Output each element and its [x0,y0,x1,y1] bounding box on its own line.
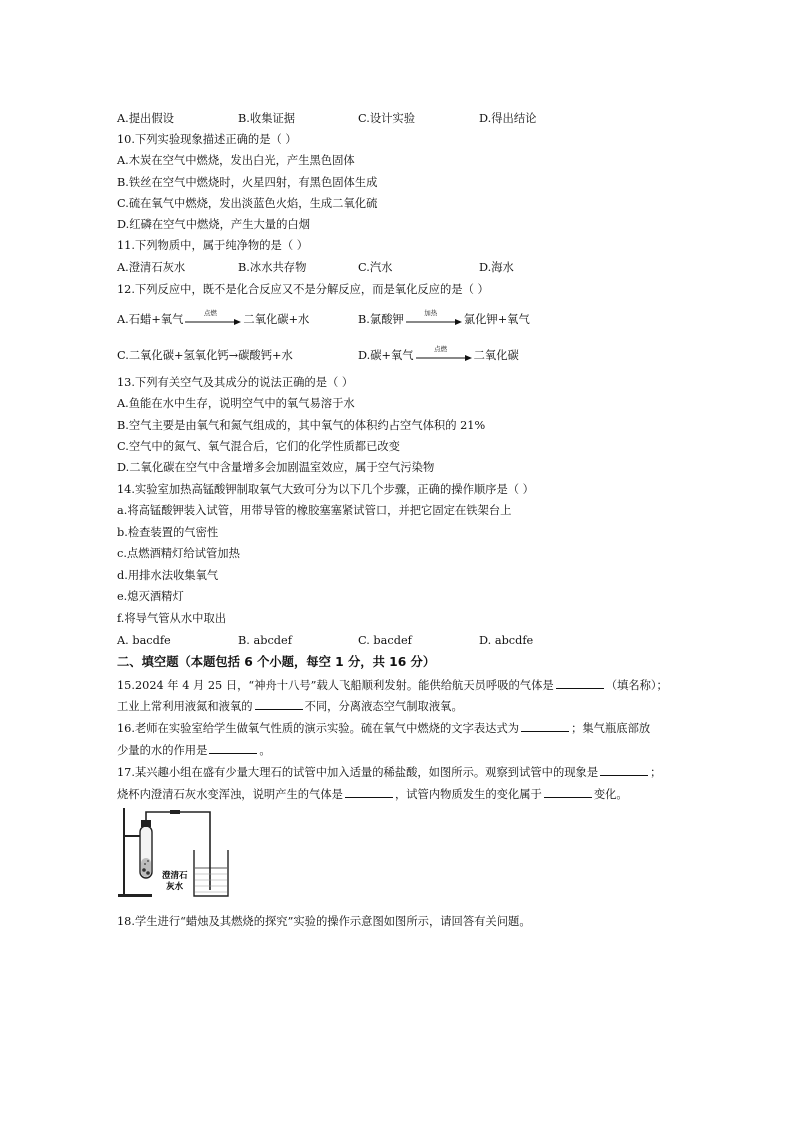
q15-line-1 [117,677,668,693]
answer-blank[interactable] [544,786,592,798]
q14-option-b: B. abcdef [238,634,292,647]
q11-option-a: A.澄清石灰水 [117,261,186,274]
section-heading: 二、填空题（本题包括 6 个小题，每空 1 分，共 16 分） [117,655,436,669]
q10-option-d: D.红磷在空气中燃烧，产生大量的白烟 [117,218,310,231]
q15-line-2 [117,698,463,714]
answer-blank[interactable] [209,742,257,754]
q12-d-reactants: D.碳+氧气 [358,349,414,362]
q14-step-f: f.将导气管从水中取出 [117,612,227,625]
reaction-arrow-icon [416,345,472,363]
q14-step-c: c.点燃酒精灯给试管加热 [117,547,240,560]
q13-stem: 13.下列有关空气及其成分的说法正确的是（ ） [117,376,354,389]
answer-blank[interactable] [255,698,303,710]
q15-text: 不同，分离液态空气制取液氧。 [304,700,463,713]
q9-option-a: A.提出假设 [117,112,174,125]
q9-option-b: B.收集证据 [238,112,296,125]
q13-option-b: B.空气主要是由氧气和氮气组成的，其中氧气的体积约占空气体积的 21% [117,419,486,432]
q17-text: 烧杯内澄清石灰水变浑浊，说明产生的气体是 [117,788,343,801]
test-tube-beaker-diagram [114,806,232,900]
q13-option-c: C.空气中的氮气、氧气混合后，它们的化学性质都已改变 [117,440,400,453]
q12-b-reactants: B.氯酸钾 [358,313,404,326]
q11-option-d: D.海水 [479,261,514,274]
q14-option-c: C. bacdef [358,634,412,647]
liquid-in-tube [141,858,151,877]
q12-a-reactants: A.石蜡+氧气 [117,313,184,326]
q14-step-b: b.检查装置的气密性 [117,526,219,539]
q9-option-d: D.得出结论 [479,112,537,125]
marble-chip [146,871,150,875]
q15-text: （填名称）； [605,679,668,692]
bubble [147,860,149,862]
q16-text: 少量的水的作用是 [117,744,208,757]
q12-d-condition: 点燃 [434,345,448,353]
q14-option-a: A. bacdfe [117,634,171,647]
q16-line-1 [117,720,650,736]
answer-blank[interactable] [521,720,569,732]
q10-option-c: C.硫在氧气中燃烧，发出淡蓝色火焰，生成二氧化硫 [117,197,378,210]
answer-blank[interactable] [556,677,604,689]
answer-blank[interactable] [600,764,648,776]
stand-base [118,894,152,897]
q17-text: ； [650,766,662,779]
marble-chip [142,868,146,872]
q12-d-products: 二氧化碳 [473,349,519,362]
q13-option-a: A.鱼能在水中生存，说明空气中的氧气易溶于水 [117,397,355,410]
answer-blank[interactable] [345,786,393,798]
figure-label: 澄清石 [162,871,188,881]
q12-option-d [358,345,519,363]
q12-b-condition: 加热 [424,309,438,317]
q9-option-c: C.设计实验 [358,112,416,125]
q12-option-c: C.二氧化碳+氢氧化钙→碳酸钙+水 [117,349,293,362]
q12-a-condition: 点燃 [203,309,217,317]
q12-option-b [358,309,530,327]
q14-stem: 14.实验室加热高锰酸钾制取氧气大致可分为以下几个步骤，正确的操作顺序是（ ） [117,483,534,496]
figure-label: 灰水 [166,882,184,892]
q17-text: ，试管内物质发生的变化属于 [394,788,542,801]
q15-text: 15.2024 年 4 月 25 日，“神舟十八号”载人飞船顺利发射。能供给航天员呼吸的气体是 [117,679,554,692]
q10-option-a: A.木炭在空气中燃烧，发出白光，产生黑色固体 [117,154,355,167]
q14-step-d: d.用排水法收集氧气 [117,569,219,582]
q17-text: 17.某兴趣小组在盛有少量大理石的试管中加入适量的稀盐酸，如图所示。观察到试管中的现象是 [117,766,599,779]
q16-line-2 [117,742,271,758]
q11-option-c: C.汽水 [358,261,393,274]
q14-step-e: e.熄灭酒精灯 [117,590,184,603]
reaction-arrow-icon [185,309,241,327]
q11-option-b: B.冰水共存物 [238,261,307,274]
q17-line-1 [117,764,661,780]
q10-option-b: B.铁丝在空气中燃烧时，火星四射，有黑色固体生成 [117,176,378,189]
q15-text: 工业上常利用液氮和液氧的 [117,700,253,713]
q12-option-a [117,309,310,327]
q12-b-products: 氯化钾+氧气 [463,313,530,326]
q16-text: 。 [259,744,271,757]
q13-option-d: D.二氧化碳在空气中含量增多会加剧温室效应，属于空气污染物 [117,461,435,474]
q10-stem: 10.下列实验现象描述正确的是（ ） [117,133,297,146]
bubble [144,863,146,865]
q17-line-2 [117,786,628,802]
q14-step-a: a.将高锰酸钾装入试管，用带导管的橡胶塞塞紧试管口，并把它固定在铁架台上 [117,504,512,517]
beaker [194,850,228,896]
q16-text: 16.老师在实验室给学生做氧气性质的演示实验。硫在氧气中燃烧的文字表达式为 [117,722,520,735]
rubber-stopper [141,820,151,827]
q16-text: ；集气瓶底部放 [571,722,651,735]
tube-joint [170,810,180,814]
apparatus-figure [114,806,232,900]
q12-stem: 12.下列反应中，既不是化合反应又不是分解反应，而是氧化反应的是（ ） [117,283,489,296]
reaction-arrow-icon [406,309,462,327]
q14-option-d: D. abcdfe [479,634,534,647]
q12-a-products: 二氧化碳+水 [243,313,310,326]
q11-stem: 11.下列物质中，属于纯净物的是（ ） [117,239,309,252]
q18-stem: 18.学生进行“蜡烛及其燃烧的探究”实验的操作示意图如图所示，请回答有关问题。 [117,915,531,928]
q17-text: 变化。 [593,788,628,801]
